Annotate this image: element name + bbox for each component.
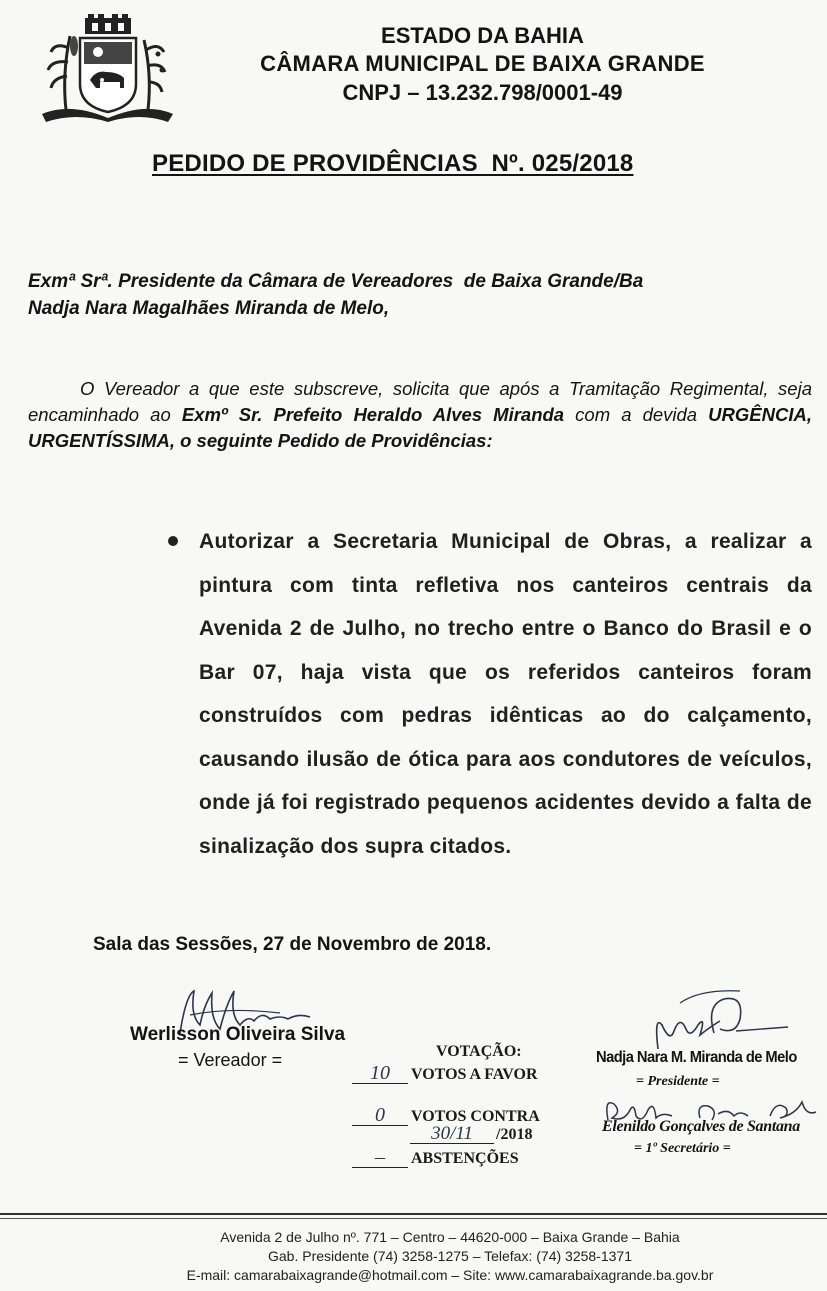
municipal-crest-icon bbox=[40, 14, 175, 122]
footer-contact bbox=[100, 1228, 800, 1285]
voting-title: VOTAÇÃO: bbox=[436, 1043, 522, 1060]
vote-date-row bbox=[410, 1125, 532, 1144]
vote-date-year: /2018 bbox=[496, 1126, 533, 1143]
votes-favor-row bbox=[352, 1063, 538, 1084]
abstentions-label: ABSTENÇÕES bbox=[411, 1150, 519, 1167]
salutation-line-1: Exmª Srª. Presidente da Câmara de Vereadores de Baixa Grande/Ba bbox=[28, 271, 644, 292]
session-date-line: Sala das Sessões, 27 de Novembro de 2018. bbox=[93, 934, 492, 955]
intro-text-2: com a devida bbox=[564, 404, 709, 425]
votes-contra-count: 0 bbox=[352, 1105, 408, 1126]
request-text: Autorizar a Secretaria Municipal de Obras, a realizar a pintura com tinta refletiva nos canteiros centrais da Avenida 2 de Julho, no trecho entre o Banco do Brasil e o Bar 07, haja vista que os referidos canteiros foram construídos com pedras idênticas ao do calçamento, causando ilusão de ótica para aos condutores de veículos, onde já foi registrado pequenos acidentes devido a falta de sinalização dos supra citados. bbox=[199, 530, 812, 858]
footer-phones: Gab. Presidente (74) 3258-1275 – Telefax: (74) 3258-1371 bbox=[268, 1248, 632, 1264]
vereador-role: = Vereador = bbox=[178, 1050, 283, 1070]
intro-mayor: Exmº Sr. Prefeito Heraldo Alves Miranda bbox=[181, 404, 565, 425]
intro-paragraph bbox=[28, 376, 812, 454]
request-item bbox=[168, 520, 812, 868]
bullet-icon bbox=[168, 536, 178, 546]
state-name: ESTADO DA BAHIA bbox=[381, 23, 584, 48]
cnpj: CNPJ – 13.232.798/0001-49 bbox=[342, 80, 623, 105]
letterhead bbox=[225, 22, 740, 108]
secretary-role: = 1º Secretário = bbox=[634, 1141, 731, 1156]
abstentions-row bbox=[352, 1147, 519, 1168]
abstentions-count: – bbox=[352, 1147, 408, 1168]
footer-divider bbox=[0, 1213, 827, 1215]
president-name: Nadja Nara M. Miranda de Melo bbox=[596, 1049, 797, 1066]
salutation bbox=[28, 268, 788, 322]
salutation-line-2: Nadja Nara Magalhães Miranda de Melo, bbox=[28, 298, 390, 319]
president-signature bbox=[640, 985, 790, 1055]
votes-favor-label: VOTOS A FAVOR bbox=[411, 1066, 538, 1083]
document-title: PEDIDO DE PROVIDÊNCIAS Nº. 025/2018 bbox=[152, 150, 634, 177]
footer-address: Avenida 2 de Julho nº. 771 – Centro – 44620-000 – Baixa Grande – Bahia bbox=[220, 1229, 680, 1245]
intro-urgency: URGÊNCIA, URGENTÍSSIMA, o seguinte Pedido de Providências: bbox=[28, 404, 812, 451]
president-role: = Presidente = bbox=[636, 1074, 720, 1089]
vote-date-handwritten: 30/11 bbox=[410, 1125, 494, 1144]
votes-contra-label: VOTOS CONTRA bbox=[411, 1108, 540, 1125]
votes-favor-count: 10 bbox=[352, 1063, 408, 1084]
secretary-name: Elenildo Gonçalves de Santana bbox=[602, 1118, 800, 1135]
footer-email-site: E-mail: camarabaixagrande@hotmail.com – Site: www.camarabaixagrande.ba.gov.br bbox=[186, 1267, 714, 1283]
intro-text-1: O Vereador a que este subscreve, solicita que após a Tramitação Regimental, seja encaminhado ao bbox=[28, 378, 812, 425]
vereador-name: Werlisson Oliveira Silva bbox=[130, 1024, 346, 1045]
chamber-name: CÂMARA MUNICIPAL DE BAIXA GRANDE bbox=[260, 51, 705, 76]
footer-divider-thin bbox=[0, 1218, 827, 1219]
